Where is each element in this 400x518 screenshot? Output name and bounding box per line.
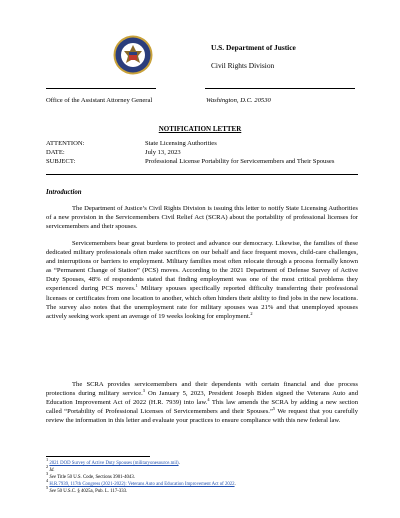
footnote-ref-1: 1 (135, 283, 138, 289)
footnote-divider (46, 456, 150, 457)
office-location: Washington, D.C. 20530 (206, 97, 271, 104)
attention-line (46, 140, 217, 147)
subject-line (46, 158, 334, 165)
attention-value: State Licensing Authorities (145, 140, 217, 147)
footnote-ref-5: 5 (272, 406, 276, 412)
document-title: NOTIFICATION LETTER (158, 125, 242, 133)
footnote-ref-4: 4 (207, 397, 210, 403)
footnote-4-number: 4 (46, 478, 49, 483)
footnote-2-number: 2 (46, 464, 49, 469)
paragraph-2 (46, 239, 358, 321)
date-value: July 13, 2023 (145, 149, 181, 156)
footnote-2-text: Id. (49, 468, 55, 473)
footnote-3-text: Title 50 U.S. Code, Sections 3901-4043. (56, 475, 135, 480)
subject-value: Professional License Portability for Servicemembers and Their Spouses (145, 158, 335, 165)
footnote-1 (46, 457, 180, 467)
agency-name: U.S. Department of Justice (211, 43, 296, 52)
footnote-3-number: 3 (46, 471, 49, 476)
office-name: Office of the Assistant Attorney General (46, 97, 153, 104)
paragraph-2-text-b: Military spouses specifically reported difficulty transferring their professional licenses or certificates from one location to another, which often hinders their ability to find jobs in the new locations. The survey also notes that the unemployment rate for military spouses was 21% and that unemployed spouses actively seeking work spent an average of 19 weeks looking for employment. (46, 285, 359, 320)
footnote-5-number: 5 (46, 485, 49, 490)
footnote-5 (46, 485, 128, 495)
footnote-1-number: 1 (46, 457, 49, 462)
footnote-5-text: 50 U.S.C. § 4025a, Pub. L. 117-333. (56, 489, 128, 494)
paragraph-3-text-d: We request that you carefully review the information in this letter and evaluate your practices to ensure compliance with this new federal law. (46, 408, 358, 425)
paragraph-2-text-a: Servicemembers bear great burdens to protect and advance our democracy. Likewise, the families of these dedicated military professionals often make sacrifices on our behalf and face frequent moves, child-care challenges, and interruptions or barriers to employment. Military families most often relocate through a process formally known as “Permanent Change of Station” (PCS) moves. According to the 2021 Department of Defense Survey of Active Duty Spouses, 48% of respondents stated that finding employment was one of the most critical problems they experienced during PCS moves. (46, 240, 358, 293)
paragraph-3-text-b: On January 5, 2023, President Joseph Biden signed the Veterans Auto and Education Improvement Act of 2022 (H.R. 7939) into law. (46, 390, 358, 407)
footnote-1-end: . (178, 461, 180, 466)
paragraph-3-text-a: The SCRA provides servicemembers and their dependents with certain financial and due process protections during military service. (46, 381, 358, 398)
date-label: DATE: (46, 149, 65, 156)
paragraph-1: The Department of Justice’s Civil Rights Division is issuing this letter to notify State Licensing Authorities of a new provision in the Servicemembers Civil Relief Act (SCRA) about the portability of professional licenses for servicemembers and their spouses. (46, 205, 358, 231)
footnote-3 (46, 471, 135, 481)
footnote-5-see: See (49, 489, 57, 494)
attention-label: ATTENTION: (46, 140, 85, 147)
paragraph-3 (46, 380, 358, 425)
date-line (46, 149, 181, 156)
division-name: Civil Rights Division (211, 61, 275, 70)
footnote-4-link[interactable]: H.R.7939, 117th Congress (2021-2022): Veterans Auto and Education Improvement Act of 2022 (49, 482, 235, 487)
footnote-4-end: . (234, 482, 236, 487)
paragraph-3-text-c: This law amends the SCRA by adding a new section called “Portability of Professional Licenses of Servicemembers and their Spouses.” (46, 399, 359, 416)
header-rule (46, 174, 358, 175)
footnote-3-see: See (49, 475, 57, 480)
footnote-4 (46, 478, 236, 488)
letterhead-rule-right (205, 88, 355, 89)
doj-seal-logo (113, 35, 153, 75)
letterhead-rule-left (46, 88, 156, 89)
footnote-1-link[interactable]: 2021 DOD Survey of Active Duty Spouses (militaryonesource.mil) (49, 461, 179, 466)
footnote-ref-3: 3 (142, 388, 145, 394)
subject-label: SUBJECT: (46, 158, 76, 165)
introduction-heading: Introduction (46, 189, 82, 196)
footnote-ref-2: 2 (250, 310, 253, 316)
